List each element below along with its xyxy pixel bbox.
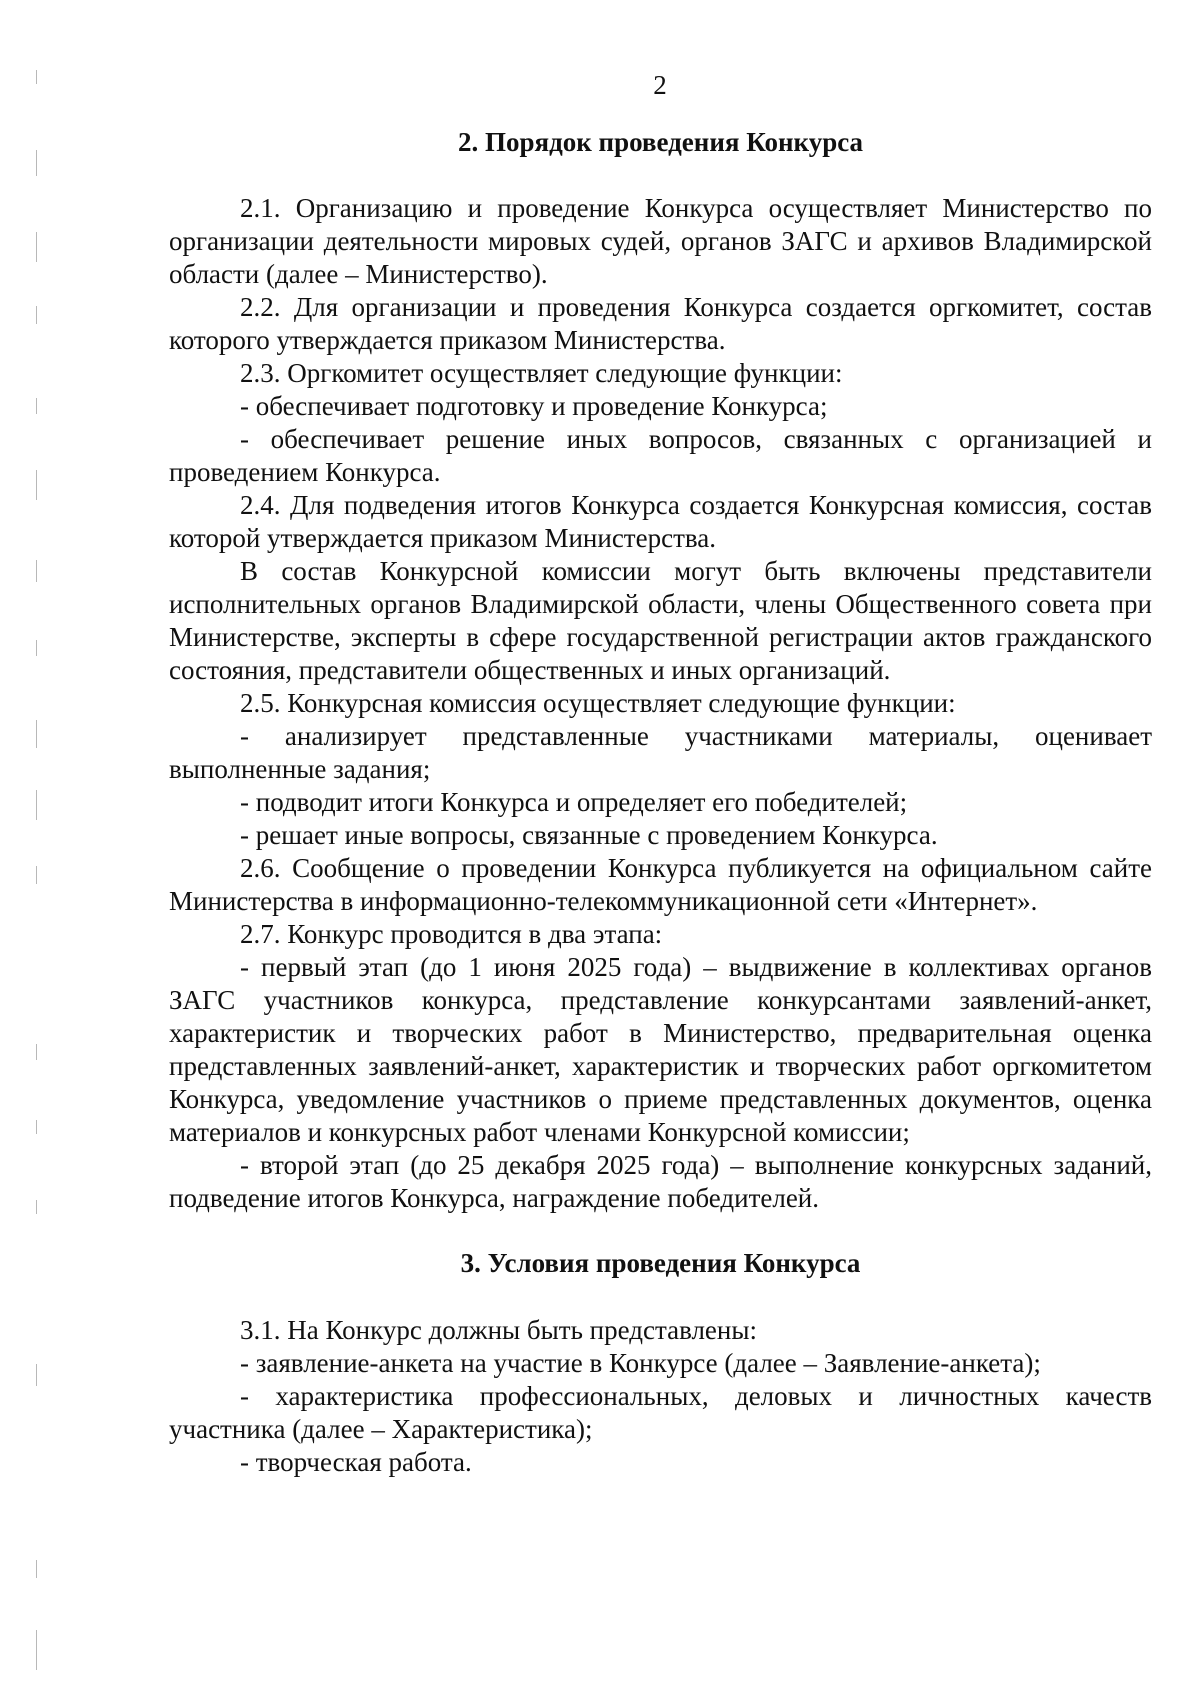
section-3-body xyxy=(169,1314,1152,1479)
paragraph-2-7: 2.7. Конкурс проводится в два этапа: xyxy=(240,919,663,949)
list-item: - обеспечивает решение иных вопросов, связанных с организацией и проведением Конкурса. xyxy=(169,424,1152,487)
list-item: - второй этап (до 25 декабря 2025 года) – выполнение конкурсных заданий, подведение итогов Конкурса, награждение победителей. xyxy=(169,1150,1152,1213)
paragraph-2-3: 2.3. Оргкомитет осуществляет следующие функции: xyxy=(240,358,843,388)
list-item: - анализирует представленные участниками материалы, оценивает выполненные задания; xyxy=(169,721,1152,784)
page-number: 2 xyxy=(653,70,667,100)
section-3-heading: 3. Условия проведения Конкурса xyxy=(460,1248,861,1278)
document-body xyxy=(169,126,1152,1479)
list-item: - творческая работа. xyxy=(240,1447,472,1477)
section-2-body xyxy=(169,192,1152,1215)
paragraph-3-1: 3.1. На Конкурс должны быть представлены: xyxy=(240,1315,758,1345)
list-item: - характеристика профессиональных, деловых и личностных качеств участника (далее – Характеристика); xyxy=(169,1381,1152,1444)
list-item: - решает иные вопросы, связанные с проведением Конкурса. xyxy=(240,820,938,850)
paragraph-2-6: 2.6. Сообщение о проведении Конкурса публикуется на официальном сайте Министерства в информационно-телекоммуникационной сети «Интернет». xyxy=(169,853,1152,916)
paragraph-2-1: 2.1. Организацию и проведение Конкурса осуществляет Министерство по организации деятельности мировых судей, органов ЗАГС и архивов Владимирской области (далее – Министерство). xyxy=(169,193,1152,289)
paragraph-2-4: 2.4. Для подведения итогов Конкурса создается Конкурсная комиссия, состав которой утверждается приказом Министерства. xyxy=(169,490,1152,553)
section-2-heading: 2. Порядок проведения Конкурса xyxy=(457,127,864,157)
scan-edge-marks xyxy=(36,0,40,1702)
paragraph-2-5: 2.5. Конкурсная комиссия осуществляет следующие функции: xyxy=(240,688,956,718)
list-item: - первый этап (до 1 июня 2025 года) – выдвижение в коллективах органов ЗАГС участников конкурса, представление конкурсантами заявлений-анкет, характеристик и творческих работ в Министерство, предварительная оценка представленных заявлений-анкет, характеристик и творческих работ оргкомитетом Конкурса, уведомление участников о приеме представленных документов, оценка материалов и конкурсных работ членами Конкурсной комиссии; xyxy=(169,952,1152,1147)
list-item: - обеспечивает подготовку и проведение Конкурса; xyxy=(240,391,828,421)
paragraph-2-2: 2.2. Для организации и проведения Конкурса создается оргкомитет, состав которого утверждается приказом Министерства. xyxy=(169,292,1152,355)
list-item: - заявление-анкета на участие в Конкурсе (далее – Заявление-анкета); xyxy=(240,1348,1041,1378)
list-item: - подводит итоги Конкурса и определяет его победителей; xyxy=(240,787,908,817)
paragraph-commission-composition: В состав Конкурсной комиссии могут быть включены представители исполнительных органов Владимирской области, члены Общественного совета при Министерстве, эксперты в сфере государственной регистрации актов гражданского состояния, представители общественных и иных организаций. xyxy=(169,556,1152,685)
